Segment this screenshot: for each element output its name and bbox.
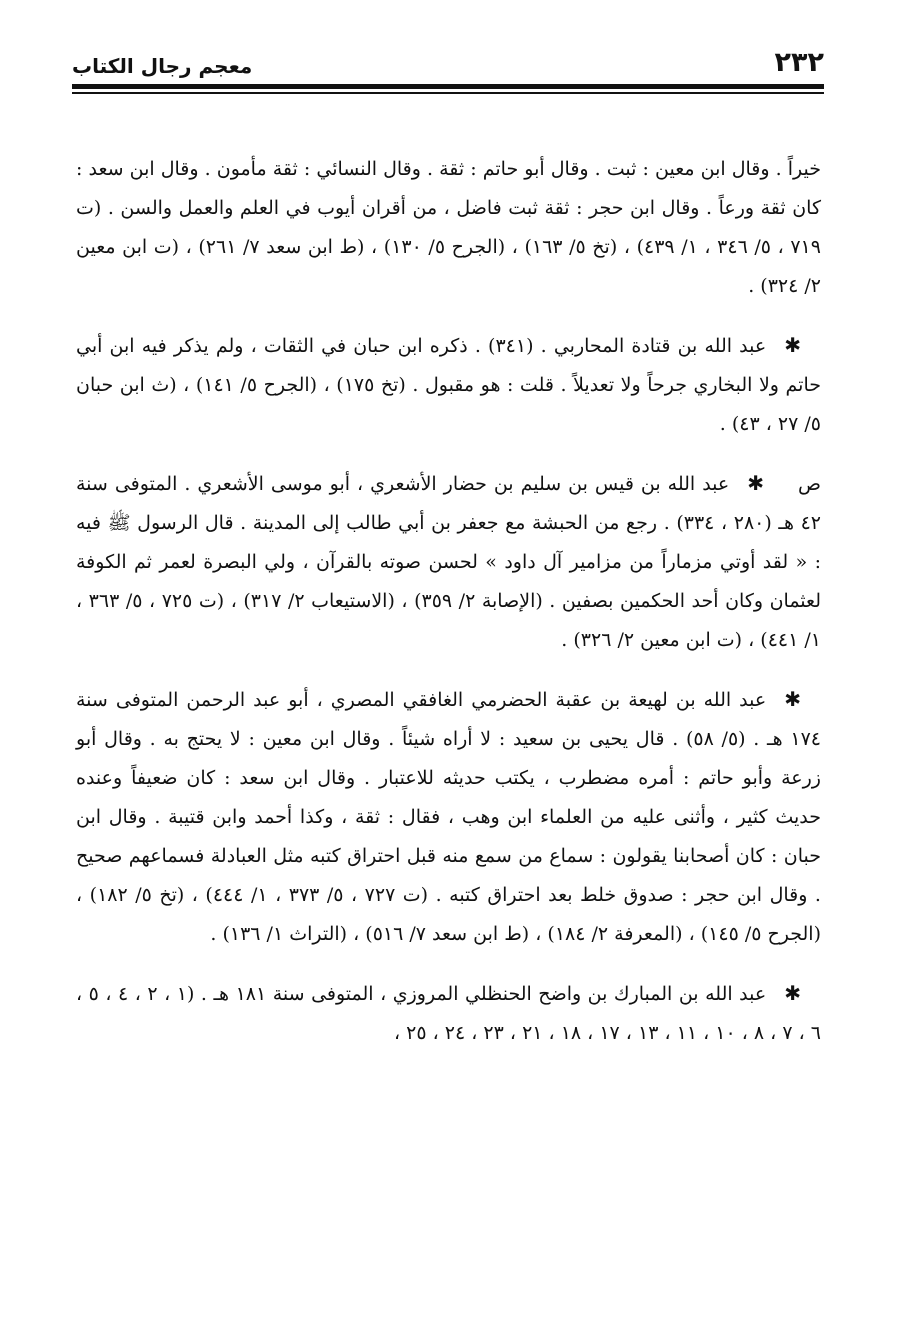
entry-paragraph: [76, 974, 821, 1053]
paragraph-text: عبد الله بن المبارك بن واضح الحنظلي المروزي ، المتوفى سنة ١٨١ هـ . (١ ، ٢ ، ٤ ، ٥ ، ٦ ، ٧ ، ٨ ، ١٠ ، ١١ ، ١٣ ، ١٧ ، ١٨ ، ٢١ ، ٢٣ ، ٢٤ ، ٢٥ ،: [76, 983, 821, 1044]
entry-paragraph: [76, 326, 821, 444]
entry-paragraph: [76, 680, 821, 954]
asterisk-icon: ✱: [784, 981, 801, 1005]
running-title: معجم رجال الكتاب: [72, 54, 253, 78]
entry-paragraph: [76, 464, 821, 660]
header-rule-thin: [72, 92, 824, 94]
paragraph-continuation: [76, 150, 821, 306]
asterisk-icon: ✱: [784, 687, 801, 711]
paragraph-text: عبد الله بن قتادة المحاربي . (٣٤١) . ذكره ابن حبان في الثقات ، ولم يذكر فيه ابن أبي حاتم ولا البخاري جرحاً ولا تعديلاً . قلت : هو مقبول . (تخ ١٧٥) ، (الجرح ٥/ ١٤١) ، (ث ابن حبان ٥/ ٢٧ ، ٤٣) .: [76, 335, 821, 435]
asterisk-icon: ✱: [747, 471, 765, 495]
entry-prefix: ص: [798, 473, 821, 495]
paragraph-text: عبد الله بن لهيعة بن عقبة الحضرمي الغافقي المصري ، أبو عبد الرحمن المتوفى سنة ١٧٤ هـ . (٥/ ٥٨) . قال يحيى بن سعيد : لا أراه شيئاً . وقال ابن معين : لا يحتج به . وقال أبو زرعة وأبو حاتم : أمره مضطرب ، يكتب حديثه للاعتبار . وقال ابن سعد : كان ضعيفاً وعنده حديث كثير ، وأثنى عليه من العلماء ابن وهب ، فقال : ثقة ، وكذا أحمد وابن قتيبة . وقال ابن حبان : كان أصحابنا يقولون : سماع من سمع منه قبل احتراق كتبه مثل العبادلة فسماعهم صحيح . وقال ابن حجر : صدوق خلط بعد احتراق كتبه . (ت ٧٢٧ ، ٥/ ٣٧٣ ، ١/ ٤٤٤) ، (تخ ٥/ ١٨٢) ، (الجرح ٥/ ١٤٥) ، (المعرفة ٢/ ١٨٤) ، (ط ابن سعد ٧/ ٥١٦) ، (التراث ١/ ١٣٦) .: [76, 689, 821, 945]
page-body: [76, 150, 821, 1073]
paragraph-text: خيراً . وقال ابن معين : ثبت . وقال أبو حاتم : ثقة . وقال النسائي : ثقة مأمون . وقال ابن سعد : كان ثقة ورعاً . وقال ابن حجر : ثقة ثبت فاضل ، من أقران أيوب في العلم والعمل والسن . (ت ٧١٩ ، ٥/ ٣٤٦ ، ١/ ٤٣٩) ، (تخ ٥/ ١٦٣) ، (الجرح ٥/ ١٣٠) ، (ط ابن سعد ٧/ ٢٦١) ، (ت ابن معين ٢/ ٣٢٤) .: [76, 158, 821, 297]
header-rule-thick: [72, 84, 824, 89]
page-header: [72, 42, 824, 78]
asterisk-icon: ✱: [784, 333, 801, 357]
paragraph-text: عبد الله بن قيس بن سليم بن حضار الأشعري ، أبو موسى الأشعري . المتوفى سنة ٤٢ هـ (٢٨٠ ، ٣٣٤) . رجع من الحبشة مع جعفر بن أبي طالب إلى المدينة . قال الرسول ﷺ فيه : « لقد أوتي مزماراً من مزامير آل داود » لحسن صوته بالقرآن ، ولي البصرة لعمر ثم الكوفة لعثمان وكان أحد الحكمين بصفين . (الإصابة ٢/ ٣٥٩) ، (الاستيعاب ٢/ ٣١٧) ، (ت ٧٢٥ ، ٥/ ٣٦٣ ، ١/ ٤٤١) ، (ت ابن معين ٢/ ٣٢٦) .: [76, 473, 822, 651]
page-number: ٢٣٢: [774, 47, 824, 78]
